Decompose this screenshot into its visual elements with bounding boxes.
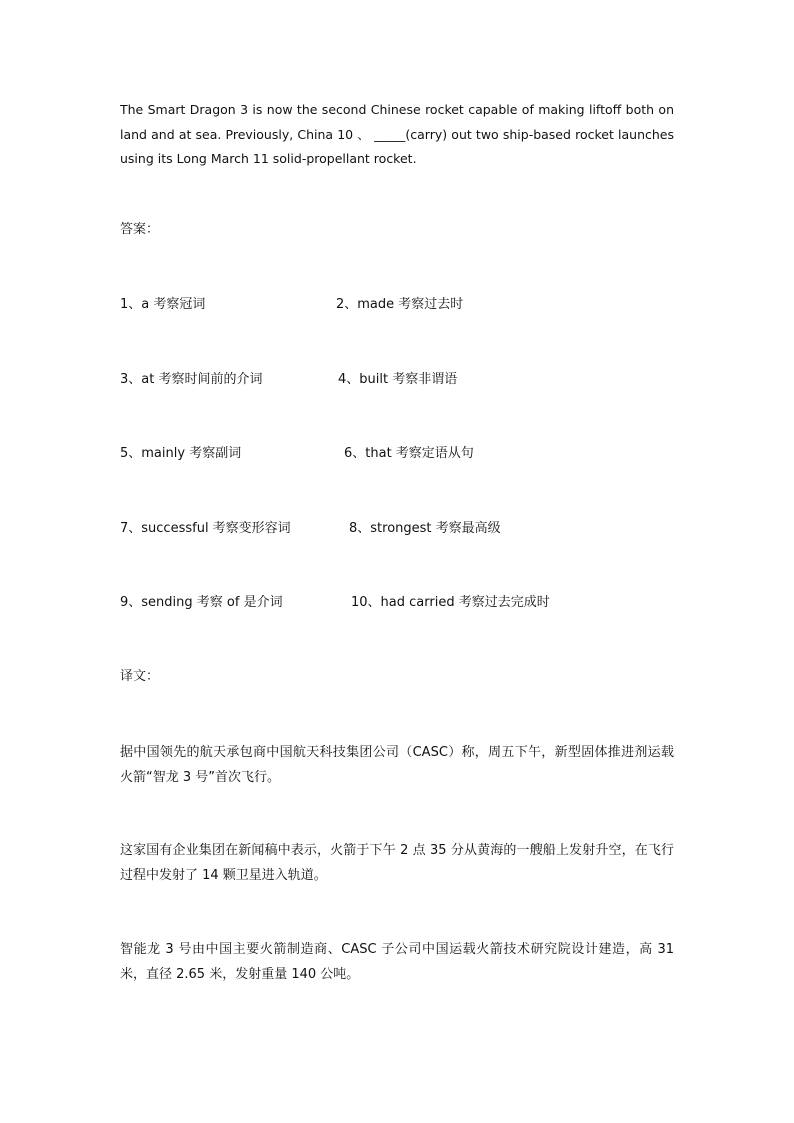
translation-paragraph: 据中国领先的航天承包商中国航天科技集团公司（CASC）称，周五下午，新型固体推进剂运载火箭“智龙 3 号”首次飞行。: [120, 745, 674, 785]
answer-row: [120, 370, 680, 390]
translation-paragraph: 这家国有企业集团在新闻稿中表示，火箭于下午 2 点 35 分从黄海的一艘船上发射升空，在飞行过程中发射了 14 颗卫星进入轨道。: [120, 843, 674, 883]
answer-item: 3、at 考察时间前的介词: [120, 372, 263, 387]
answer-item: 2、made 考察过去时: [336, 297, 464, 312]
answer-item: 6、that 考察定语从句: [344, 446, 474, 461]
answer-item: 9、sending 考察 of 是介词: [120, 595, 283, 610]
translation-heading: 译文：: [120, 669, 160, 684]
answer-item: 7、successful 考察变形容词: [120, 521, 291, 536]
answer-item: 4、built 考察非谓语: [338, 372, 458, 387]
exercise-passage: The Smart Dragon 3 is now the second Chinese rocket capable of making liftoff both on land and at sea. Previously, China 10 、 _____(carry) out two ship-based rocket launches using its Long March 11 solid-propellant rocket.: [120, 102, 674, 166]
answer-row: [120, 295, 680, 315]
answers-heading: 答案：: [120, 222, 160, 237]
answer-row: [120, 519, 680, 539]
answer-item: 8、strongest 考察最高级: [349, 521, 501, 536]
answer-item: 10、had carried 考察过去完成时: [351, 595, 550, 610]
translation-paragraph: 智能龙 3 号由中国主要火箭制造商、CASC 子公司中国运载火箭技术研究院设计建造，高 31 米，直径 2.65 米，发射重量 140 公吨。: [120, 942, 674, 982]
answer-row: [120, 593, 680, 613]
answer-item: 1、a 考察冠词: [120, 297, 206, 312]
answer-item: 5、mainly 考察副词: [120, 446, 242, 461]
answer-row: [120, 444, 680, 464]
